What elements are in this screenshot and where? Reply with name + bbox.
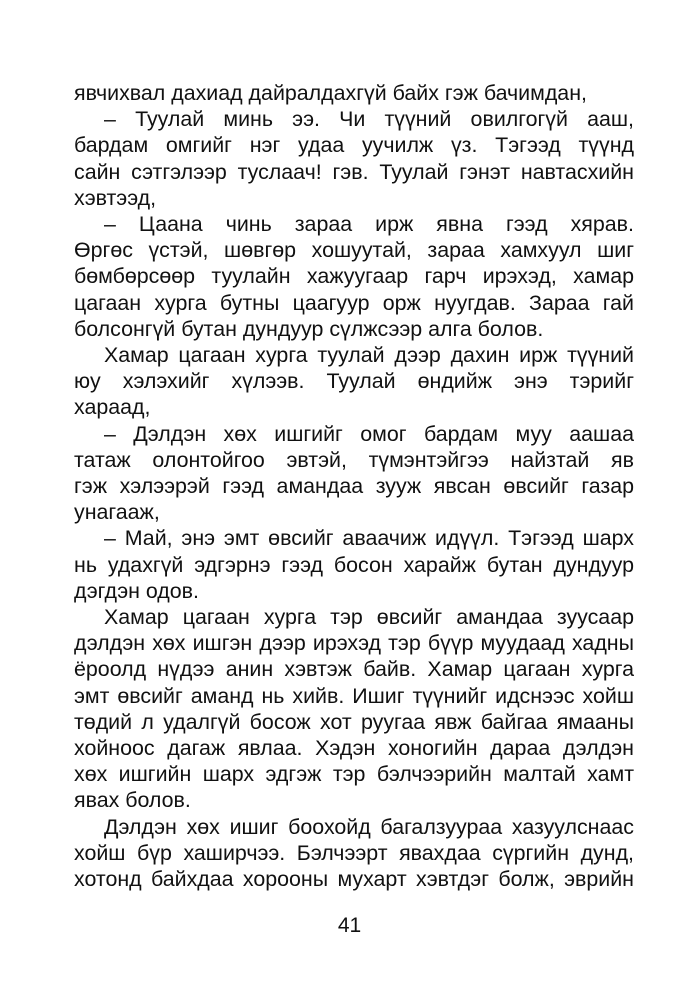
text-line: хөх ишгийн шарх эдгэж тэр бэлчээрийн малтай хамт bbox=[74, 762, 634, 787]
paragraph-dialogue bbox=[74, 421, 634, 526]
text-line: гэж хэлээрэй гээд амандаа зууж явсан өвсийг газар bbox=[74, 474, 634, 499]
text-line: – Дэлдэн хөх ишгийг омог бардам муу аашаа bbox=[104, 421, 634, 446]
text-line: дэлдэн хөх ишгэн дээр ирэхэд тэр бүүр муудаад хадны bbox=[74, 631, 634, 656]
text-line: ёроолд нүдээ анин хэвтэж байв. Хамар цагаан хурга bbox=[74, 657, 634, 682]
text-line: Өргөс үстэй, шөвгөр хошуутай, зараа хамхуул шиг bbox=[74, 238, 634, 263]
paragraph-dialogue bbox=[74, 525, 634, 604]
text-line: унагааж, bbox=[74, 500, 160, 525]
text-line: хотонд байхдаа хорооны мухарт хэвтдэг болж, эврийн bbox=[74, 867, 634, 892]
text-line: хойноос дагаж явлаа. Хэдэн хоногийн дараа дэлдэн bbox=[74, 736, 634, 761]
text-line: болсонгүй бутан дундуур сүлжсээр алга болов. bbox=[74, 316, 544, 341]
text-line: цагаан хурга бутны цаагуур орж нуугдав. Зараа гай bbox=[74, 290, 634, 315]
text-line: Хамар цагаан хурга туулай дээр дахин ирж түүний bbox=[104, 343, 634, 368]
paragraph-dialogue bbox=[74, 106, 634, 211]
text-line: татаж олонтойгоо эвтэй, түмэнтэйгээ найзтай яв bbox=[74, 447, 634, 472]
text-line: хойш бүр хаширчээ. Бэлчээрт явахдаа сүргийн дунд, bbox=[74, 840, 634, 865]
text-line: хараад, bbox=[74, 395, 151, 420]
paragraph bbox=[74, 814, 634, 893]
body-text bbox=[74, 80, 634, 892]
text-line: – Цаана чинь зараа ирж явна гээд хярав. bbox=[104, 212, 634, 237]
text-line: төдий л удалгүй босож хот руугаа явж байгаа ямааны bbox=[74, 709, 634, 734]
text-line: сайн сэтгэлээр туслаач! гэв. Туулай гэнэт навтасхийн bbox=[74, 159, 634, 184]
text-line: Дэлдэн хөх ишиг боохойд багалзуураа хазуулснаас bbox=[104, 814, 634, 839]
text-line: явах болов. bbox=[74, 788, 191, 813]
paragraph-dialogue bbox=[74, 211, 634, 342]
text-line: эмт өвсийг аманд нь хийв. Ишиг түүнийг идснээс хойш bbox=[74, 683, 634, 708]
text-line: юу хэлэхийг хүлээв. Туулай өндийж энэ тэрийг bbox=[74, 369, 634, 394]
text-line: – Май, энэ эмт өвсийг аваачиж идүүл. Тэгээд шарх bbox=[104, 526, 634, 551]
text-line: нь удахгүй эдгэрнэ гээд босон харайж бутан дундуур bbox=[74, 552, 634, 577]
text-line: дэгдэн одов. bbox=[74, 578, 199, 603]
text-line: Хамар цагаан хурга тэр өвсийг амандаа зуусаар bbox=[104, 605, 634, 630]
text-line: бардам омгийг нэг удаа уучилж үз. Тэгээд түүнд bbox=[74, 133, 634, 158]
text-line: явчихвал дахиад дайралдахгүй байх гэж бачимдан, bbox=[74, 81, 587, 105]
text-line: – Туулай минь ээ. Чи түүний овилгогүй ааш, bbox=[104, 107, 634, 132]
text-line: бөмбөрсөөр туулайн хажуугаар гарч ирэхэд, хамар bbox=[74, 264, 634, 289]
text-line: хэвтээд, bbox=[74, 185, 157, 210]
paragraph bbox=[74, 342, 634, 421]
paragraph bbox=[74, 604, 634, 814]
page-number: 41 bbox=[337, 914, 362, 937]
paragraph bbox=[74, 80, 634, 106]
